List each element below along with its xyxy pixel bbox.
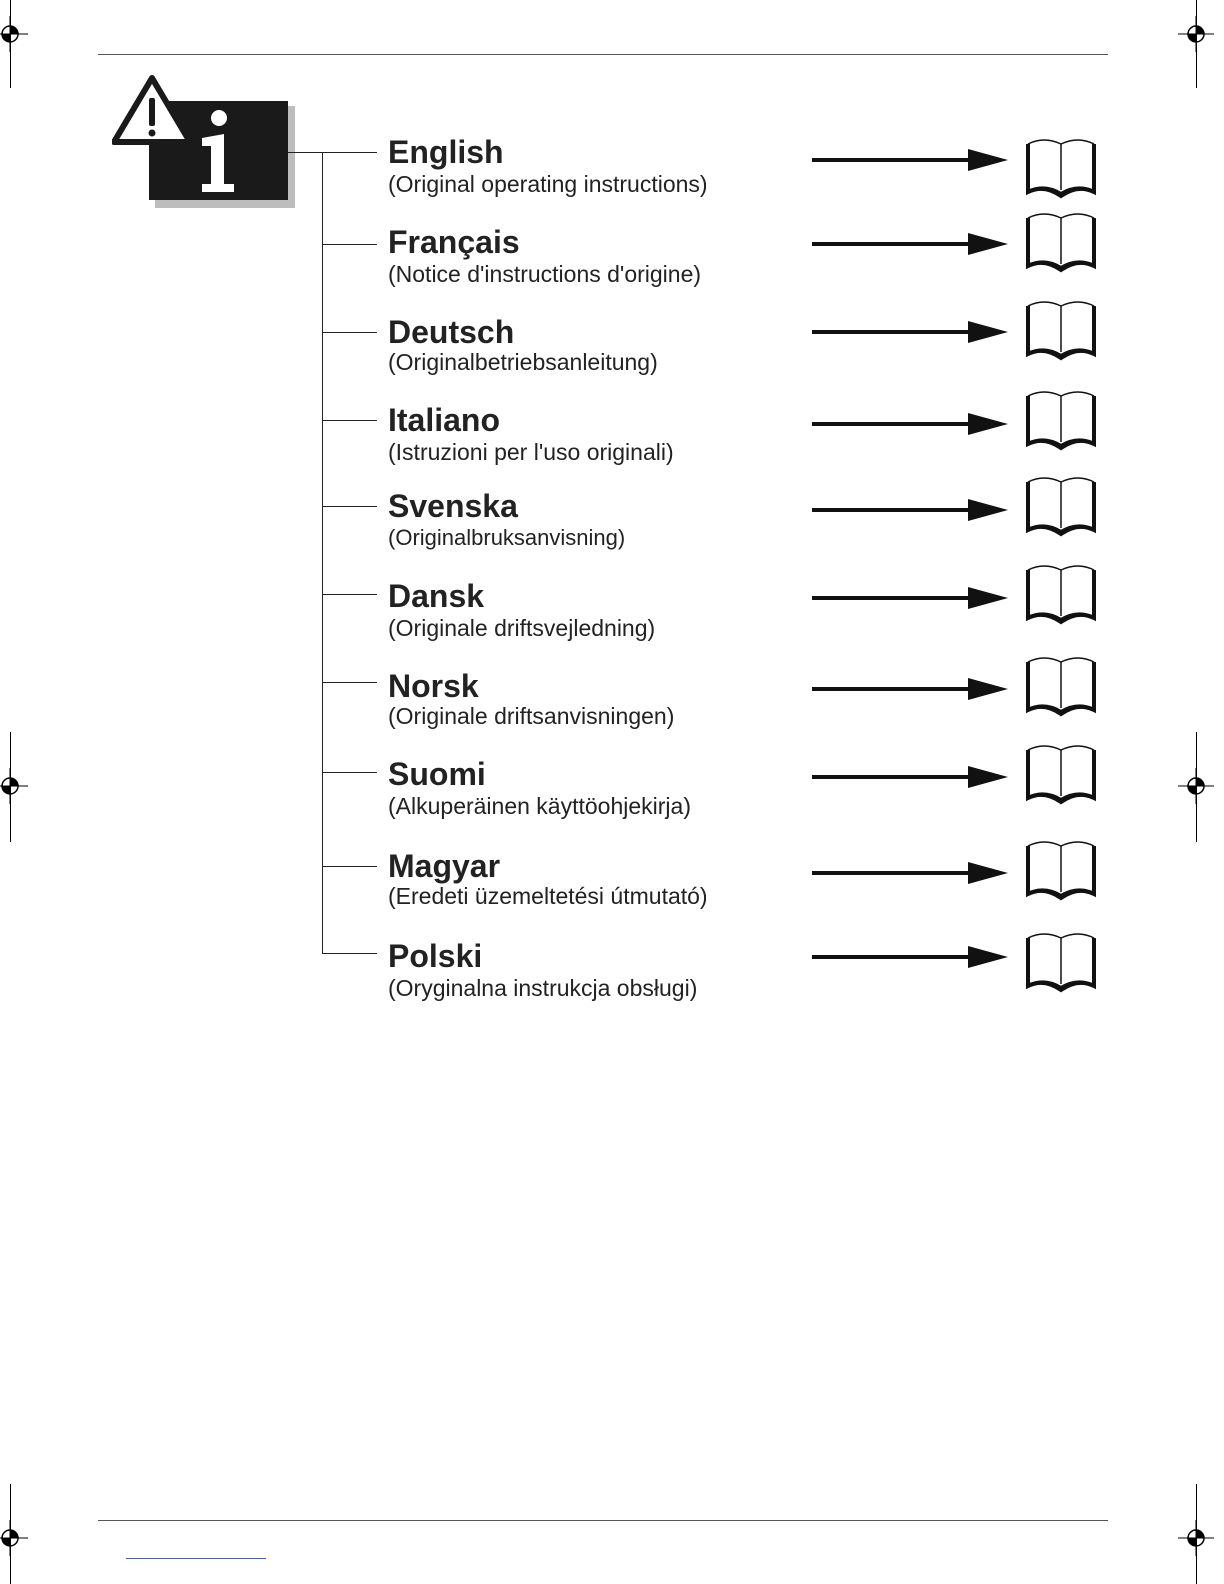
crosshair-icon [1178,1520,1214,1556]
language-row-suomi[interactable] [0,752,1224,842]
arrow-right-icon [812,945,1008,969]
language-subtitle: (Oryginalna instrukcja obsługi) [388,975,698,1001]
language-name: Deutsch [388,314,515,350]
crosshair-icon [0,1520,28,1556]
language-row-dansk[interactable] [0,574,1224,664]
branch-line [323,682,377,683]
arrow-right-icon [812,765,1008,789]
branch-line [323,953,377,954]
language-subtitle: (Originalbetriebsanleitung) [388,349,658,375]
open-book-icon[interactable] [1022,836,1100,902]
language-subtitle: (Original operating instructions) [388,171,708,197]
open-book-icon[interactable] [1022,472,1100,538]
branch-line [323,332,377,333]
branch-line [323,244,377,245]
language-name: Magyar [388,848,501,884]
language-name: Polski [388,938,483,974]
crosshair-icon [1178,16,1214,52]
open-book-icon[interactable] [1022,134,1100,200]
open-book-icon[interactable] [1022,652,1100,718]
language-name: Français [388,224,520,260]
branch-line [323,152,377,153]
branch-line [323,420,377,421]
branch-line [323,866,377,867]
open-book-icon[interactable] [1022,386,1100,452]
branch-line [323,594,377,595]
footer-rule [98,1520,1108,1521]
language-subtitle: (Originalbruksanvisning) [388,525,626,550]
arrow-right-icon [812,498,1008,522]
open-book-icon[interactable] [1022,208,1100,274]
language-row-english[interactable] [0,130,1224,220]
arrow-right-icon [812,148,1008,172]
branch-line [323,772,377,773]
language-row-polski[interactable] [0,934,1224,1024]
open-book-icon[interactable] [1022,928,1100,994]
crosshair-icon [0,16,28,52]
open-book-icon[interactable] [1022,740,1100,806]
language-name: English [388,134,504,170]
arrow-right-icon [812,677,1008,701]
arrow-right-icon [812,861,1008,885]
language-subtitle: (Alkuperäinen käyttöohjekirja) [388,793,691,819]
language-subtitle: (Eredeti üzemeltetési útmutató) [388,883,708,909]
arrow-right-icon [812,586,1008,610]
language-row-magyar[interactable] [0,844,1224,934]
open-book-icon[interactable] [1022,560,1100,626]
language-name: Norsk [388,668,479,704]
arrow-right-icon [812,320,1008,344]
language-subtitle: (Istruzioni per l'uso originali) [388,439,674,465]
language-name: Suomi [388,756,486,792]
footer-link-line [126,1558,266,1559]
branch-line [323,506,377,507]
language-subtitle: (Notice d'instructions d'origine) [388,261,702,287]
arrow-right-icon [812,412,1008,436]
language-name: Dansk [388,578,485,614]
header-rule [98,54,1108,55]
open-book-icon[interactable] [1022,296,1100,362]
language-name: Italiano [388,402,501,438]
language-subtitle: (Originale driftsvejledning) [388,615,656,641]
language-name: Svenska [388,488,518,524]
language-subtitle: (Originale driftsanvisningen) [388,703,675,729]
arrow-right-icon [812,232,1008,256]
